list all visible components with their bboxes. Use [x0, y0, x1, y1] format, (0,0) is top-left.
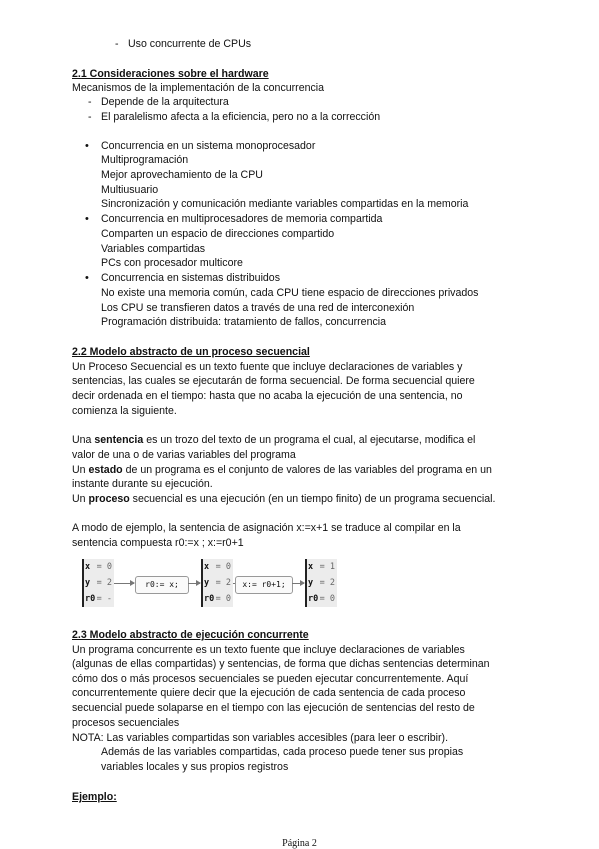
- var-name: r0: [204, 594, 215, 604]
- sub-item: PCs con procesador multicore: [101, 257, 243, 269]
- sub-item: Multiprogramación: [101, 154, 189, 166]
- arrow-connector: [292, 583, 304, 584]
- var-value: = 0: [215, 594, 231, 604]
- instruction-box: r0:= x;: [135, 576, 189, 594]
- state-row: [84, 575, 114, 591]
- note-line: Además de las variables compartidas, cada proceso puede tener sus propias: [101, 746, 464, 758]
- paragraph-line: instante durante su ejecución.: [72, 478, 213, 490]
- var-value: = 0: [319, 594, 335, 604]
- paragraph-line: Un programa concurrente es un texto fuente que incluye declaraciones de variables: [72, 644, 465, 656]
- var-value: = 2: [96, 578, 112, 588]
- var-value: = 2: [319, 578, 335, 588]
- state-row: [307, 575, 337, 591]
- var-value: = 1: [319, 562, 335, 572]
- paragraph-line: secuencial puede solaparse en el tiempo con las ejecución de sentencias del resto de: [72, 702, 475, 714]
- paragraph-line: sentencias, las cuales se ejecutarán de forma secuencial. De forma secuencial quiere: [72, 375, 475, 387]
- var-value: = -: [96, 594, 112, 604]
- var-name: x: [85, 562, 91, 572]
- paragraph-line: (algunas de ellas compartidas) y sentencias, de forma que dichas sentencias determinan: [72, 658, 490, 670]
- var-name: x: [204, 562, 210, 572]
- term: estado: [88, 464, 123, 476]
- state-row: [203, 575, 233, 591]
- text: Un: [72, 493, 89, 505]
- state-transition-diagram-part2: [235, 559, 345, 609]
- text: Una: [72, 434, 95, 446]
- text: es un trozo del texto de un programa el cual, al ejecutarse, modifica el: [143, 434, 476, 446]
- paragraph-line: A modo de ejemplo, la sentencia de asignación x:=x+1 se traduce al compilar en la: [72, 522, 461, 534]
- definition-estado: [72, 463, 492, 477]
- bullet-item: • Concurrencia en sistemas distribuidos: [101, 271, 280, 285]
- sub-item: Programación distribuida: tratamiento de fallos, concurrencia: [101, 316, 386, 328]
- paragraph-line: Mecanismos de la implementación de la concurrencia: [72, 82, 325, 94]
- sub-item: Mejor aprovechamiento de la CPU: [101, 169, 263, 181]
- term: proceso: [88, 493, 130, 505]
- paragraph-line: cómo dos o más procesos secuenciales se pueden ejecutar concurrentemente. Aquí: [72, 673, 469, 685]
- state-box: [201, 559, 233, 607]
- state-box: [82, 559, 114, 607]
- sub-item: Multiusuario: [101, 184, 159, 196]
- text: secuencial es una ejecución (en un tiempo finito) de un programa secuencial.: [129, 493, 496, 505]
- paragraph-line: sentencia compuesta r0:=x ; x:=r0+1: [72, 537, 244, 549]
- var-name: r0: [85, 594, 96, 604]
- var-name: y: [308, 578, 314, 588]
- sub-item: Variables compartidas: [101, 243, 206, 255]
- var-name: y: [204, 578, 210, 588]
- sub-item: Los CPU se transfieren datos a través de una red de interconexión: [101, 302, 415, 314]
- list-item: - El paralelismo afecta a la eficiencia, pero no a la corrección: [101, 110, 380, 124]
- instruction-box: x:= r0+1;: [235, 576, 293, 594]
- state-row: [84, 559, 114, 575]
- state-row: [203, 591, 233, 607]
- var-name: r0: [308, 594, 319, 604]
- arrow-connector: [114, 583, 134, 584]
- var-value: = 2: [215, 578, 231, 588]
- list-item: - Uso concurrente de CPUs: [128, 37, 251, 51]
- state-row: [84, 591, 114, 607]
- text: Un: [72, 464, 89, 476]
- definition-proceso: [72, 492, 495, 506]
- sub-item: Sincronización y comunicación mediante variables compartidas en la memoria: [101, 198, 469, 210]
- section-heading: 2.3 Modelo abstracto de ejecución concurrente: [72, 629, 309, 641]
- var-value: = 0: [215, 562, 231, 572]
- note-line: NOTA: Las variables compartidas son variables accesibles (para leer o escribir).: [72, 732, 449, 744]
- term: sentencia: [94, 434, 144, 446]
- paragraph-line: concurrentemente quiere decir que la ejecución de cada sentencia de cada proceso: [72, 687, 466, 699]
- sub-item: Comparten un espacio de direcciones compartido: [101, 228, 335, 240]
- state-row: [203, 559, 233, 575]
- page-footer: Página 2: [282, 838, 317, 849]
- example-heading: Ejemplo:: [72, 791, 117, 803]
- var-value: = 0: [96, 562, 112, 572]
- definition-sentencia: [72, 433, 475, 447]
- paragraph-line: Un Proceso Secuencial es un texto fuente que incluye declaraciones de variables y: [72, 361, 463, 373]
- bullet-item: • Concurrencia en multiprocesadores de memoria compartida: [101, 212, 382, 226]
- note-line: variables locales y sus propios registros: [101, 761, 289, 773]
- var-name: y: [85, 578, 91, 588]
- sub-item: No existe una memoria común, cada CPU tiene espacio de direcciones privados: [101, 287, 479, 299]
- bullet-item: • Concurrencia en un sistema monoprocesador: [101, 139, 315, 153]
- state-row: [307, 591, 337, 607]
- state-row: [307, 559, 337, 575]
- section-heading: 2.1 Consideraciones sobre el hardware: [72, 68, 269, 80]
- paragraph-line: procesos secuenciales: [72, 717, 180, 729]
- paragraph-line: valor de una o de varias variables del programa: [72, 449, 296, 461]
- var-name: x: [308, 562, 314, 572]
- arrow-connector: [188, 583, 200, 584]
- paragraph-line: decir ordenada en el tiempo: hasta que no acaba la ejecución de una sentencia, no: [72, 390, 463, 402]
- state-box: [305, 559, 337, 607]
- section-heading: 2.2 Modelo abstracto de un proceso secuencial: [72, 346, 310, 358]
- text: de un programa es el conjunto de valores de las variables del programa en un: [122, 464, 492, 476]
- list-item: - Depende de la arquitectura: [101, 95, 229, 109]
- paragraph-line: comienza la siguiente.: [72, 405, 177, 417]
